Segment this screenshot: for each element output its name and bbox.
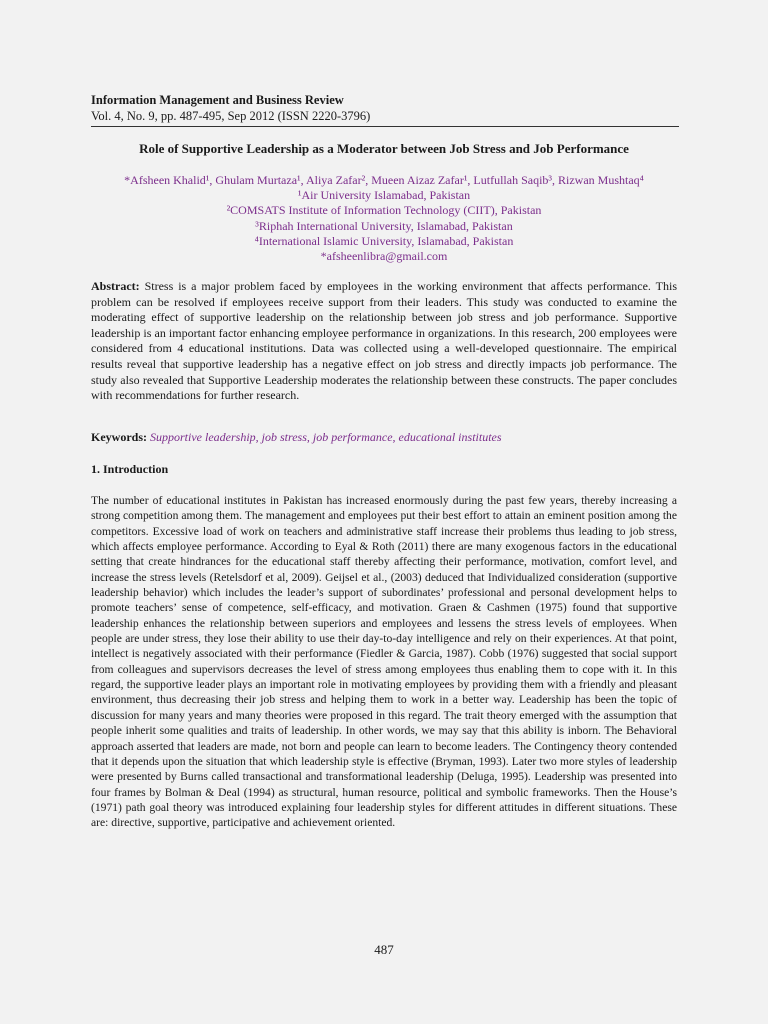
affiliation-1: ¹Air University Islamabad, Pakistan <box>297 188 471 203</box>
abstract-text: Stress is a major problem faced by employees in the working environment that affects performance. This problem can be resolved if employees receive support from their leaders. This study was conducted to examine the moderating effect of supportive leadership on the relationship between job stress and job performance. Supportive leadership is an important factor enhancing employee performance in organizations. In this research, 200 employees were considered from 4 educational institutions. Data was collected using a well-developed questionnaire. The empirical results reveal that supportive leadership has a negative effect on job stress and directly impacts job performance. The study also revealed that Supportive Leadership moderates the relationship between these constructs. The paper concludes with recommendations for further research. <box>91 279 677 403</box>
keywords <box>91 430 677 446</box>
header-divider <box>91 126 679 127</box>
author-block <box>60 173 708 264</box>
section-heading-introduction: 1. Introduction <box>91 462 169 476</box>
keywords-text: Supportive leadership, job stress, job performance, educational institutes <box>147 430 502 444</box>
abstract-label: Abstract: <box>91 279 140 293</box>
keywords-label: Keywords: <box>91 430 147 444</box>
journal-volume: Vol. 4, No. 9, pp. 487-495, Sep 2012 (ISSN 2220-3796) <box>91 109 371 123</box>
introduction-paragraph: The number of educational institutes in Pakistan has increased enormously during the past few years, thereby increasing a strong competition among them. The management and employees put their best effort to attain an eminent position among the competitors. Excessive load of work on teachers and administrative staff increase their problems thus leading to job stress, which affects employee performance. According to Eyal & Roth (2011) there are many exogenous factors in the educational setting that create hindrances for the educational staff thereby affecting their performance, motivation, comfort level, and increase the stress levels (Retelsdorf et al, 2009). Geijsel et al., (2003) deduced that Individualized consideration (supportive leadership behavior) which includes the leader’s support of subordinates’ professional and personal development helps to promote teachers’ sense of competence, self-efficacy, and motivation. Graen & Cashmen (1975) found that supportive leadership enhances the relationship between superiors and employees and lessens the stress levels of employees. When people are under stress, they lose their ability to use their day-to-day intelligence and rely on their experiences. At that point, intellect is negatively associated with their performance (Fiedler & Garcia, 1987). Cobb (1976) suggested that social support from colleagues and supervisors decreases the level of stress among employees thus enabling them to cope with it. In this regard, the supportive leader plays an important role in motivating employees by providing them with a friendly and pleasant environment, thus decreasing their job stress and helping them to work in a better way. Leadership has been the topic of discussion for many years and many theories were proposed in this regard. The trait theory emerged with the assumption that people inherit some qualities and traits of leadership. In other words, we may say that this ability is inborn. The Behavioral approach asserted that leaders are made, not born and people can learn to become leaders. The Contingency theory contended that it depends upon the situation that which leadership style is effective (Bryman, 1993). Later two more styles of leadership were presented by Burns called transactional and transformational leadership (Deluga, 1995). Leadership was presented into four frames by Bolman & Deal (1994) as structural, human resource, political and symbolic frameworks. Then the House’s (1971) path goal theory was introduced explaining four leadership styles for different attitudes in different situations. These are: directive, supportive, participative and achievement oriented. <box>91 494 677 830</box>
affiliation-3: ³Riphah International University, Islamabad, Pakistan <box>255 218 513 233</box>
abstract <box>91 279 677 404</box>
journal-header <box>91 92 691 124</box>
affiliation-2: ²COMSATS Institute of Information Technology (CIIT), Pakistan <box>226 203 542 218</box>
corresponding-email[interactable]: *afsheenlibra@gmail.com <box>320 249 448 264</box>
affiliation-4: ⁴International Islamic University, Islamabad, Pakistan <box>254 233 514 248</box>
journal-name: Information Management and Business Review <box>91 93 344 107</box>
author-list: *Afsheen Khalid¹, Ghulam Murtaza¹, Aliya Zafar², Mueen Aizaz Zafar¹, Lutfullah Saqib³, Rizwan Mushtaq⁴ <box>124 173 644 187</box>
paper-title: Role of Supportive Leadership as a Moderator between Job Stress and Job Performance <box>139 141 629 156</box>
page-number: 487 <box>374 942 394 957</box>
